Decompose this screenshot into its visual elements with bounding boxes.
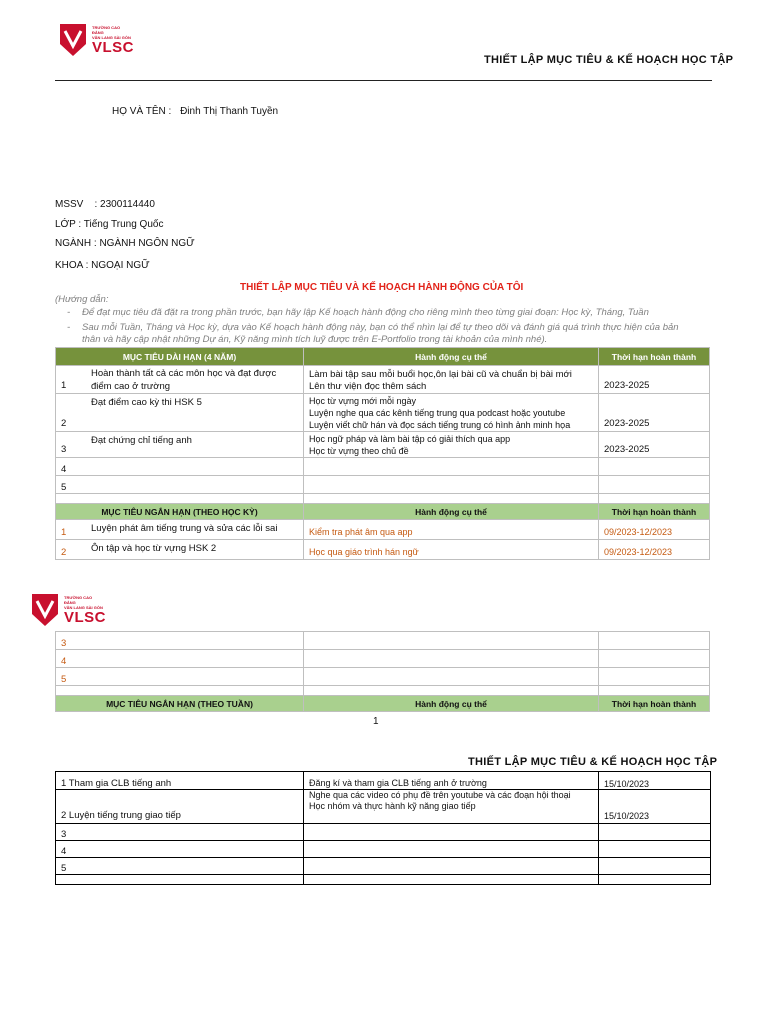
table-row — [56, 790, 711, 824]
guide-label: (Hướng dẫn: — [55, 294, 109, 305]
table-row — [56, 668, 710, 686]
logo-mark-icon — [30, 592, 60, 628]
goal-text: Hoàn thành tất cả các môn học và đạt được điểm cao ở trường — [91, 368, 277, 392]
logo-school-line2: VĂN LANG SÀI GÒN — [92, 35, 131, 40]
goal-cell: 1 Tham gia CLB tiếng anh — [56, 772, 304, 790]
goal-text: Đạt điểm cao kỳ thi HSK 5 — [91, 397, 202, 408]
action-line: Học từ vựng theo chủ đề — [309, 446, 409, 456]
mssv-field: MSSV : 2300114440 — [55, 199, 155, 210]
logo-brand: VLSC — [64, 609, 107, 626]
table-row — [56, 432, 710, 458]
table-row — [56, 366, 710, 394]
section-title: THIẾT LẬP MỤC TIÊU VÀ KẾ HOẠCH HÀNH ĐỘNG CỦA TÔI — [240, 282, 524, 293]
logo-mark-icon — [58, 22, 88, 58]
col-action: Hành động cụ thể — [304, 504, 599, 520]
goal-cell: 2 Luyện tiếng trung giao tiếp — [56, 790, 304, 824]
action-cell: Đăng kí và tham gia CLB tiếng anh ở trường — [304, 772, 599, 790]
goal-text: Luyện phát âm tiếng trung và sửa các lỗi sai — [91, 523, 278, 534]
goal-text: Đạt chứng chỉ tiếng anh — [91, 435, 192, 446]
table-row — [56, 458, 710, 476]
guide-text-2a: Sau mỗi Tuần, Tháng và Học kỳ, dựa vào Kế hoạch hành động này, bạn có thể nhìn lại để tự theo dõi và đánh giá quá trình thực hiện của bản — [82, 322, 679, 333]
goal-cell: 5 — [56, 858, 304, 875]
action-line: Nghe qua các video có phụ đề trên youtube và các đoạn hội thoại — [309, 790, 571, 800]
plan-table — [55, 771, 711, 885]
school-logo — [58, 22, 134, 58]
col-deadline: Thời hạn hoàn thành — [599, 348, 710, 366]
guide-dash-2: - — [67, 322, 71, 333]
goal-cell: 4 — [56, 841, 304, 858]
goals-table — [55, 347, 710, 560]
row-number: 4 — [56, 650, 304, 668]
table-row — [56, 841, 711, 858]
row-number: 3 — [56, 632, 304, 650]
table-row — [56, 540, 710, 560]
table-row — [56, 520, 710, 540]
table-row — [56, 494, 710, 504]
action-cell: Học qua giáo trình hán ngữ — [304, 540, 599, 560]
short-term-header-row — [56, 504, 710, 520]
name-field — [112, 106, 278, 117]
row-number: 1 — [61, 527, 67, 538]
action-line: Học nhóm và thực hành kỹ năng giao tiếp — [309, 801, 476, 811]
weekly-header-row — [56, 696, 710, 712]
goal-text: Ôn tập và học từ vựng HSK 2 — [91, 543, 217, 554]
goal-cell: 3 — [56, 824, 304, 841]
col-long-term-goal: MỤC TIÊU DÀI HẠN (4 NĂM) — [56, 348, 304, 366]
table-row — [56, 858, 711, 875]
name-label: HỌ VÀ TÊN : — [112, 106, 172, 117]
deadline-cell: 2023-2025 — [599, 432, 710, 458]
student-name: Đinh Thị Thanh Tuyền — [180, 106, 279, 117]
deadline-cell: 15/10/2023 — [599, 772, 711, 790]
guide-text-1: Để đạt mục tiêu đã đặt ra trong phần trước, bạn hãy lập Kế hoạch hành động cho riêng mình theo từng giai đoạn: Học kỳ, Tháng, Tuần — [82, 307, 649, 318]
table-row — [56, 650, 710, 668]
action-line: Làm bài tập sau mỗi buổi học,ôn lại bài cũ và chuẩn bị bài mới — [309, 369, 572, 380]
action-line: Học ngữ pháp và làm bài tập có giải thích qua app — [309, 434, 511, 444]
nganh-field: NGÀNH : NGÀNH NGÔN NGỮ — [55, 238, 195, 249]
logo-school-line1: TRƯỜNG CAO ĐẲNG — [92, 25, 121, 35]
deadline-cell: 09/2023-12/2023 — [599, 520, 710, 540]
row-number: 5 — [56, 668, 304, 686]
col-short-term-goal: MỤC TIÊU NGẮN HẠN (THEO HỌC KỲ) — [56, 504, 304, 520]
row-number: 2 — [61, 547, 67, 558]
table-row — [56, 632, 710, 650]
col-action: Hành động cụ thể — [304, 696, 599, 712]
weekly-goals-table — [55, 631, 710, 712]
col-action: Hành động cụ thể — [304, 348, 599, 366]
deadline-cell: 2023-2025 — [599, 394, 710, 432]
deadline-cell: 2023-2025 — [599, 366, 710, 394]
logo-brand: VLSC — [92, 39, 135, 56]
action-line: Học từ vựng mới mỗi ngày — [309, 396, 416, 406]
action-line: Luyện nghe qua các kênh tiếng trung qua podcast hoặc youtube — [309, 408, 566, 418]
row-number: 4 — [56, 458, 304, 476]
row-number: 2 — [61, 418, 67, 429]
deadline-cell: 15/10/2023 — [599, 790, 711, 824]
col-deadline: Thời hạn hoàn thành — [599, 696, 710, 712]
lop-field: LỚP : Tiếng Trung Quốc — [55, 219, 164, 230]
row-number: 5 — [56, 476, 304, 494]
deadline-cell: 09/2023-12/2023 — [599, 540, 710, 560]
guide-text-2b: thân và hãy cập nhật những Dự án, Kỹ năng mình tích luỹ được trên E-Portfolio trong tài khoản của mình nhé). — [82, 334, 548, 345]
action-cell: Kiểm tra phát âm qua app — [304, 520, 599, 540]
school-logo — [30, 592, 106, 628]
col-deadline: Thời hạn hoàn thành — [599, 504, 710, 520]
row-number: 3 — [61, 444, 67, 455]
logo-school-line2: VĂN LANG SÀI GÒN — [64, 605, 103, 610]
guide-dash-1: - — [67, 307, 71, 318]
action-line: Lên thư viện đọc thêm sách — [309, 381, 427, 392]
table-row — [56, 686, 710, 696]
table-row — [56, 394, 710, 432]
khoa-field: KHOA : NGOẠI NGỮ — [55, 260, 150, 271]
table-row — [56, 824, 711, 841]
table-row — [56, 772, 711, 790]
long-term-header-row — [56, 348, 710, 366]
col-weekly-goal: MỤC TIÊU NGẮN HẠN (THEO TUẦN) — [56, 696, 304, 712]
table-row — [56, 476, 710, 494]
logo-school-line1: TRƯỜNG CAO ĐẲNG — [64, 595, 93, 605]
table-row — [56, 875, 711, 885]
row-number: 1 — [61, 380, 67, 391]
action-line: Luyện viết chữ hán và đọc sách tiếng trung có hình ảnh minh họa — [309, 420, 571, 430]
header-title: THIẾT LẬP MỤC TIÊU & KẾ HOẠCH HỌC TẬP — [484, 54, 734, 66]
section3-title: THIẾT LẬP MỤC TIÊU & KẾ HOẠCH HỌC TẬP — [468, 756, 718, 768]
page-number: 1 — [373, 716, 379, 727]
header-divider — [55, 80, 712, 81]
